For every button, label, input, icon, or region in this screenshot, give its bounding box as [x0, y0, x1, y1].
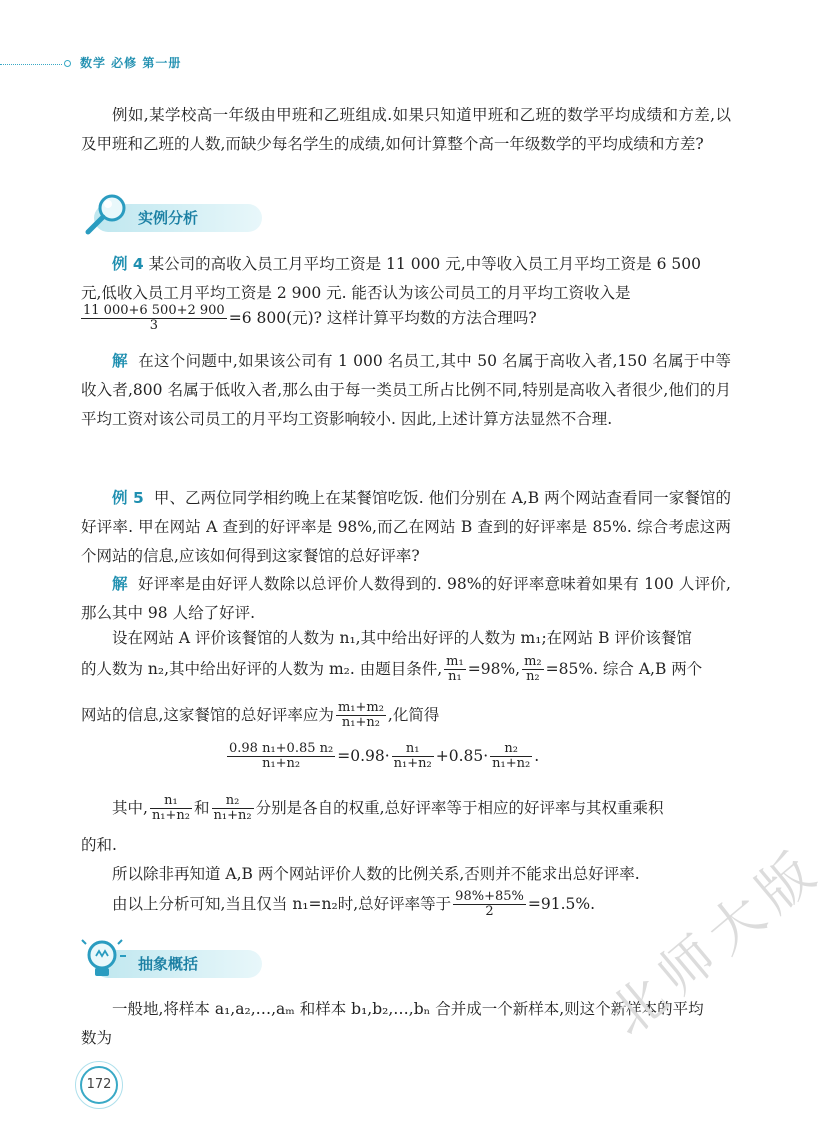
page-number: 172 [80, 1066, 118, 1104]
example4-text3: =6 800(元)? 这样计算平均数的方法合理吗? [228, 308, 537, 327]
example5-p2-line2: 的人数为 n₂,其中给出好评的人数为 m₂. 由题目条件, $\frac{\text{m₁}}{\text{n₁}}$ =98%, $\frac{\text{m₂}}{\text{n₂}}$ =85%. 综合 A,B 两个 [81, 654, 703, 685]
weights-line: 其中, $\frac{\text{n₁}}{\text{n₁+n₂}}$ 和 $\frac{\text{n₂}}{\text{n₁+n₂}}$ 分别是各自的权重,总好评率等于相应的好评率与其权重乘积 [112, 793, 664, 824]
fraction-m1-n1: $\frac{\text{m₁}}{\text{n₁}}$ [446, 654, 464, 685]
general-line2: 数为 [81, 1029, 113, 1047]
watermark: 北师大版 [597, 835, 834, 1048]
magnifier-icon [80, 192, 134, 236]
book-title: 数学 必修 第一册 [80, 56, 182, 70]
example4-line2: 元,低收入员工月平均工资是 2 900 元. 能否认为该公司员工的月平均工资收入是 [81, 284, 631, 302]
fraction-m2-n2: $\frac{\text{m₂}}{\text{n₂}}$ [524, 654, 542, 685]
weight-fraction-1: $\frac{\text{n₁}}{\text{n₁+n₂}}$ [151, 793, 190, 824]
average-fraction: $\frac{11 000+6 500+2 900}{3}$ [83, 303, 225, 334]
solution-label: 解 [112, 352, 128, 370]
example5-p5: 由以上分析可知,当且仅当 n₁=n₂时,总好评率等于 $\frac{98\%+85\%}{2}$ =91.5%. [112, 889, 596, 920]
fraction-average-rate: $\frac{98\%+85\%}{2}$ [455, 889, 524, 920]
example5-solution-intro: 解 好评率是由好评人数除以总评价人数得到的. 98%的好评率意味着如果有 100 人评价,那么其中 98 人给了好评. [81, 575, 731, 622]
section-title: 实例分析 [138, 209, 199, 227]
weights-line-end: 的和. [81, 836, 117, 854]
example4-line1 [81, 250, 731, 279]
example5-p2-line3: 网站的信息,这家餐馆的总好评率应为 $\frac{\text{m₁+m₂}}{\text{n₁+n₂}}$ ,化简得 [81, 700, 440, 731]
solution-label-2: 解 [112, 575, 128, 593]
example4-line3 [81, 304, 731, 334]
section-heading-abstract-summary [80, 946, 262, 980]
example5-p4: 所以除非再知道 A,B 两个网站评价人数的比例关系,否则并不能求出总好评率. [112, 865, 640, 883]
section-title-2: 抽象概括 [138, 955, 199, 973]
display-equation: $\frac{\text{0.98 n₁+0.85 n₂}}{\text{n₁+n₂}}$ =0.98· $\frac{\text{n₁}}{\text{n₁+n₂}}$ +0.85· $\frac{\text{n₂}}{\text{n₁+n₂}}$ . [229, 741, 540, 772]
example4-text1: 某公司的高收入员工月平均工资是 11 000 元,中等收入员工月平均工资是 6 500 [148, 255, 701, 273]
section-heading-example-analysis [80, 200, 262, 234]
example5-label: 例 5 [112, 489, 144, 507]
weight-fraction-2: $\frac{\text{n₂}}{\text{n₁+n₂}}$ [213, 793, 252, 824]
header-dot-icon [64, 60, 71, 67]
example4-solution: 解 在这个问题中,如果该公司有 1 000 名员工,其中 50 名属于高收入者,150 名属于中等收入者,800 名属于低收入者,那么由于每一类员工所占比例不同,特别是高收入者很少,他们的月平均工资对该公司员工的月平均工资影响较小. 因此,上述计算方法显然不合理. [81, 352, 731, 428]
general-line1: 一般地,将样本 a₁,a₂,…,aₘ 和样本 b₁,b₂,…,bₙ 合并成一个新样本,则这个新样本的平均 [112, 1000, 704, 1018]
example5-question: 例 5 甲、乙两位同学相约晚上在某餐馆吃饭. 他们分别在 A,B 两个网站查看同一家餐馆的好评率. 甲在网站 A 查到的好评率是 98%,而乙在网站 B 查到的好评率是 85%. 综合考虑这两个网站的信息,应该如何得到这家餐馆的总好评率? [81, 489, 731, 565]
display-fraction-left: $\frac{\text{0.98 n₁+0.85 n₂}}{\text{n₁+n₂}}$ [229, 741, 334, 772]
lightbulb-icon [80, 938, 134, 982]
example4-label: 例 4 [112, 255, 144, 273]
display-fraction-weight2: $\frac{\text{n₂}}{\text{n₁+n₂}}$ [492, 741, 531, 772]
example5-p2-line1: 设在网站 A 评价该餐馆的人数为 n₁,其中给出好评的人数为 m₁;在网站 B 评价该餐馆 [112, 629, 692, 647]
display-fraction-weight1: $\frac{\text{n₁}}{\text{n₁+n₂}}$ [393, 741, 432, 772]
intro-paragraph: 例如,某学校高一年级由甲班和乙班组成.如果只知道甲班和乙班的数学平均成绩和方差,以及甲班和乙班的人数,而缺少每名学生的成绩,如何计算整个高一年级数学的平均成绩和方差? [81, 106, 731, 153]
fraction-total-rate: $\frac{\text{m₁+m₂}}{\text{n₁+n₂}}$ [337, 700, 384, 731]
header-dotted-line [0, 64, 62, 65]
